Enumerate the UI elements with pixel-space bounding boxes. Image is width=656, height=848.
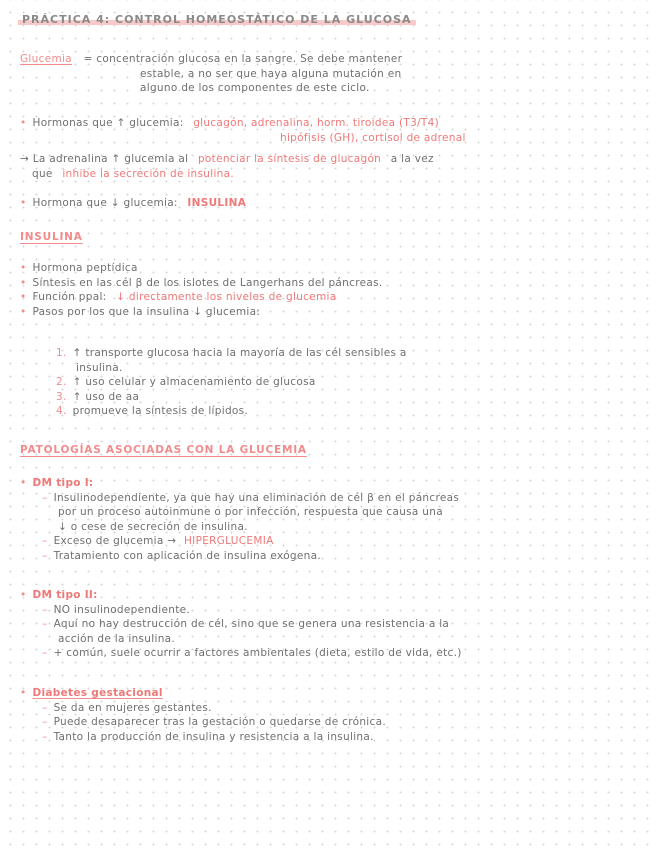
step-text: ↑ uso de aa: [72, 390, 140, 403]
insulina-item: [20, 305, 382, 320]
step-number: 1.: [56, 347, 67, 359]
hormone-decrease-lead: Hormona que ↓ glucemia:: [32, 197, 178, 209]
step-number: 2.: [56, 376, 67, 388]
patologias-heading: PATOLOGÍAS ASOCIADAS CON LA GLUCEMIA: [20, 444, 307, 456]
dash-icon: –: [42, 618, 48, 630]
bullet-icon: •: [20, 305, 27, 318]
gestacional-item: Puede desaparecer tras la gestación o quedarse de crónica.: [53, 716, 386, 728]
dash-icon: –: [42, 535, 48, 547]
insulina-item-text: Hormona peptídica: [32, 262, 138, 274]
glucemia-def-line-2: estable, a no ser que haya alguna mutación en: [140, 67, 402, 80]
insulina-steps: [56, 346, 407, 419]
glucemia-definition: [20, 52, 402, 96]
step-number: 4.: [56, 405, 67, 417]
page-title: PRÁCTICA 4: CONTROL HOMEOSTÁTICO DE LA GLUCOSA: [18, 13, 416, 26]
step-text: ↑ transporte glucosa hacia la mayoría de las cél sensibles a: [72, 347, 407, 359]
dm1-label: DM tipo I:: [32, 477, 94, 489]
dm2-item: acción de la insulina.: [58, 632, 176, 645]
dm2-label: DM tipo II:: [32, 589, 98, 601]
dm2-item: Aquí no hay destrucción de cél, sino que se genera una resistencia a la: [53, 618, 450, 630]
bullet-icon: •: [20, 477, 27, 489]
insulina-item: [20, 276, 382, 291]
insulina-item-text: Función ppal:: [32, 291, 107, 303]
bullet-icon: •: [20, 589, 27, 601]
step-item: [56, 346, 407, 361]
bullet-icon: •: [20, 276, 27, 289]
hormones-increase-list-2: hipófisis (GH), cortisol de adrenal: [280, 131, 466, 144]
dash-icon: –: [42, 716, 48, 728]
dash-icon: –: [42, 730, 48, 743]
gestacional-item: Tanto la producción de insulina y resistencia a la insulina.: [53, 730, 374, 743]
dash-icon: –: [42, 549, 48, 562]
hormones-increase-lead: Hormonas que ↑ glucemia:: [32, 117, 184, 129]
step-text: insulina.: [76, 361, 123, 374]
dash-icon: –: [42, 701, 48, 714]
bullet-icon: •: [20, 262, 27, 274]
insulina-heading: INSULINA: [20, 231, 83, 243]
dash-icon: –: [42, 603, 48, 616]
dash-icon: –: [42, 491, 48, 504]
step-item: [56, 404, 407, 419]
adrenaline-tail: a la vez: [390, 153, 434, 165]
dash-icon: –: [42, 647, 48, 659]
bullet-icon: •: [20, 197, 27, 209]
insulina-item: [20, 261, 382, 276]
adrenaline-red-2: inhibe la secreción de insulina.: [62, 167, 235, 180]
dm1-item: por un proceso autoinmune o por infección, respuesta que causa una: [58, 506, 443, 518]
insulina-item-red: ↓ directamente los niveles de glucemia: [116, 291, 337, 303]
insulina-item-text: Pasos por los que la insulina ↓ glucemia:: [32, 305, 261, 318]
step-item: [56, 361, 407, 376]
dm2-item: NO insulinodependiente.: [53, 603, 191, 616]
insulina-list: [20, 261, 382, 319]
bullet-icon: •: [20, 291, 27, 303]
dm1-item: Insulinodependiente, ya que hay una eliminación de cél β en el páncreas: [53, 491, 460, 504]
bullet-icon: •: [20, 117, 27, 129]
dm2-section: [20, 588, 462, 661]
adrenaline-lead: → La adrenalina ↑ glucemia al: [20, 153, 189, 165]
step-item: [56, 390, 407, 405]
gestacional-label: Diabetes gestacional: [32, 687, 163, 699]
glucemia-def-line-3: alguno de los componentes de este ciclo.: [140, 82, 370, 94]
gestacional-item: Se da en mujeres gestantes.: [53, 701, 212, 714]
dm2-item: + común, suele ocurrir a factores ambientales (dieta, estilo de vida, etc.): [53, 647, 462, 659]
hormones-increase-list-1: glucagón, adrenalina, horm. tiroidea (T3/T4): [193, 117, 439, 129]
gestacional-section: [20, 686, 386, 744]
step-number: 3.: [56, 390, 67, 403]
adrenaline-note: [20, 152, 434, 181]
dm1-exceso-lead: Exceso de glucemia →: [53, 535, 177, 547]
glucemia-def-line-1: = concentración glucosa en la sangre. Se debe mantener: [83, 53, 403, 65]
dm1-exceso-red: HIPERGLUCEMIA: [183, 535, 274, 547]
adrenaline-lead-2: que: [32, 167, 53, 180]
hormone-decrease-insulin: INSULINA: [187, 197, 247, 209]
dm1-section: [20, 476, 459, 563]
hormones-increase-item: [20, 116, 466, 145]
dm1-item: ↓ o cese de secreción de insulina.: [58, 520, 248, 533]
step-text: promueve la síntesis de lípidos.: [72, 405, 249, 417]
step-text: ↑ uso celular y almacenamiento de glucosa: [72, 376, 316, 388]
glucemia-term: Glucemia: [20, 53, 72, 65]
hormone-decrease-item: [20, 196, 246, 211]
adrenaline-red: potenciar la síntesis de glucagón: [197, 153, 382, 165]
insulina-item-text: Síntesis en las cél β de los islotes de Langerhans del páncreas.: [32, 276, 383, 289]
insulina-item: [20, 290, 382, 305]
bullet-icon: •: [20, 687, 27, 699]
step-item: [56, 375, 407, 390]
dm1-tratamiento: Tratamiento con aplicación de insulina exógena.: [53, 549, 321, 562]
